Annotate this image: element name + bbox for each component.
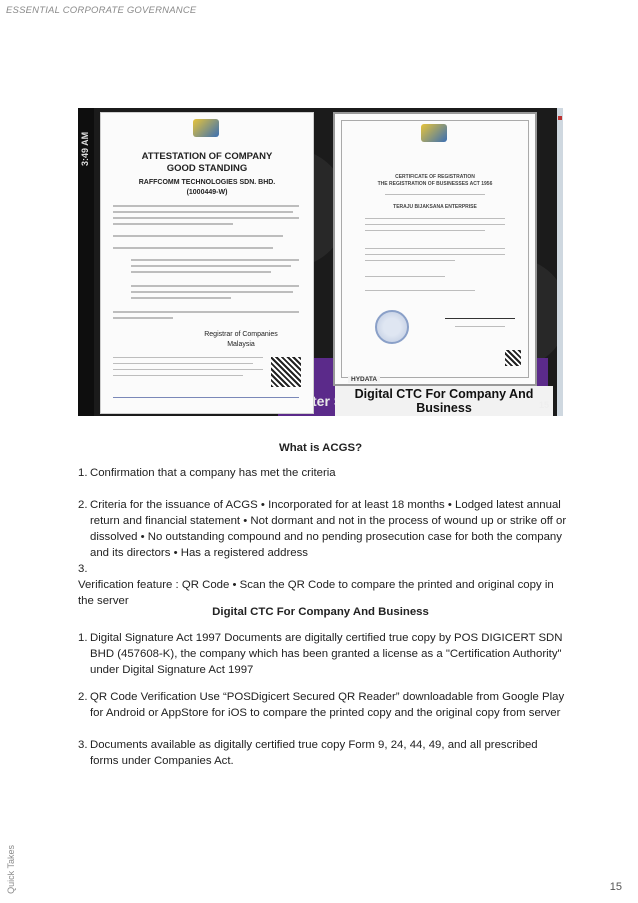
text-line bbox=[365, 230, 485, 231]
text-line bbox=[113, 375, 243, 376]
qr-code-icon bbox=[505, 350, 521, 366]
list-number: 2. bbox=[78, 691, 88, 703]
list-number: 1. bbox=[78, 467, 88, 479]
list-text: Confirmation that a company has met the criteria bbox=[90, 467, 336, 479]
text-line bbox=[131, 259, 299, 261]
text-line bbox=[113, 223, 233, 225]
close-icon bbox=[558, 116, 562, 120]
page-number: 15 bbox=[609, 881, 622, 893]
business-name: TERAJU BIJAKSANA ENTERPRISE bbox=[393, 204, 477, 210]
text-line bbox=[113, 205, 299, 207]
text-line bbox=[385, 194, 485, 195]
clock-label: 3:49 AM bbox=[80, 131, 90, 166]
text-line bbox=[365, 224, 505, 225]
text-line bbox=[113, 363, 253, 364]
side-section-label: Quick Takes bbox=[6, 845, 16, 894]
text-line bbox=[131, 291, 293, 293]
list-item bbox=[78, 737, 568, 769]
text-line bbox=[365, 248, 505, 249]
text-line bbox=[131, 271, 271, 273]
text-line bbox=[131, 297, 231, 299]
list-item bbox=[78, 689, 568, 721]
ssm-logo bbox=[421, 124, 447, 142]
text-line bbox=[365, 290, 475, 291]
text-line bbox=[365, 276, 445, 277]
attestation-title-line1: ATTESTATION OF COMPANY bbox=[141, 151, 273, 162]
certificate-border bbox=[341, 120, 529, 378]
registration-certificate bbox=[333, 112, 537, 386]
hydata-brand: HYDATA bbox=[348, 376, 380, 383]
text-line bbox=[131, 265, 291, 267]
list-text: Digital Signature Act 1997 Documents are digitally certified true copy by POS DIGICERT SDN BHD (457608-K), the company which has been granted a license as a "Certification Authority" under Digital Signature Act 1997 bbox=[90, 632, 563, 676]
acgs-heading: What is ACGS? bbox=[278, 442, 363, 454]
text-line bbox=[113, 357, 263, 358]
registrar-label: Registrar of Companies bbox=[204, 331, 278, 338]
company-reg-no: (1000449-W) bbox=[186, 189, 228, 196]
slide-number: 15 bbox=[538, 400, 549, 410]
verification-text: Verification feature : QR Code • Scan the QR Code to compare the printed and original copy in the server bbox=[78, 579, 554, 607]
digital-ctc-caption: Digital CTC For Company And Business bbox=[335, 386, 553, 416]
list-text: Criteria for the issuance of ACGS • Incorporated for at least 18 months • Lodged latest annual return and financial statement • Not dormant and not in the process of wound up or strike off or dissolved • No outstanding compound and no pending prosecution case for both the company and its directors • Has a registered address bbox=[90, 499, 567, 559]
list-number: 1. bbox=[78, 632, 88, 644]
text-line bbox=[365, 218, 505, 219]
list-item bbox=[78, 497, 568, 561]
document-header: ESSENTIAL CORPORATE GOVERNANCE bbox=[6, 5, 197, 16]
text-line bbox=[113, 311, 299, 313]
list-item bbox=[78, 630, 568, 678]
text-line bbox=[113, 369, 263, 370]
list-item bbox=[78, 465, 568, 481]
text-line bbox=[455, 326, 505, 327]
text-line bbox=[113, 317, 173, 319]
text-line bbox=[365, 254, 505, 255]
company-name: RAFFCOMM TECHNOLOGIES SDN. BHD. bbox=[138, 179, 276, 186]
text-line bbox=[131, 285, 299, 287]
text-line bbox=[113, 217, 299, 219]
list-number: 2. bbox=[78, 499, 88, 511]
signature-line bbox=[445, 318, 515, 319]
footer-line bbox=[113, 397, 299, 398]
qr-code-icon bbox=[271, 357, 301, 387]
digital-ctc-heading: Digital CTC For Company And Business bbox=[212, 606, 429, 618]
text-line bbox=[113, 211, 293, 213]
list-text: QR Code Verification Use “POSDigicert Secured QR Reader” downloadable from Google Play for Android or AppStore for iOS to compare the printed copy and the original copy from server bbox=[90, 691, 565, 719]
list-number: 3. bbox=[78, 563, 88, 575]
screen-right-strip bbox=[557, 108, 563, 416]
attestation-title-line2: GOOD STANDING bbox=[166, 163, 248, 174]
ssm-logo bbox=[193, 119, 219, 137]
list-text: Documents available as digitally certified true copy Form 9, 24, 44, 49, and all prescribed forms under Companies Act. bbox=[90, 739, 538, 767]
registrar-country: Malaysia bbox=[227, 341, 255, 348]
certificate-title: CERTIFICATE OF REGISTRATION bbox=[395, 174, 475, 180]
certificate-screenshot bbox=[78, 108, 563, 416]
text-line bbox=[113, 235, 283, 237]
official-seal-icon bbox=[375, 310, 409, 344]
attestation-document bbox=[100, 112, 314, 414]
text-line bbox=[365, 260, 455, 261]
certificate-subtitle: THE REGISTRATION OF BUSINESSES ACT 1956 bbox=[377, 181, 493, 187]
list-number: 3. bbox=[78, 739, 88, 751]
text-line bbox=[113, 247, 273, 249]
